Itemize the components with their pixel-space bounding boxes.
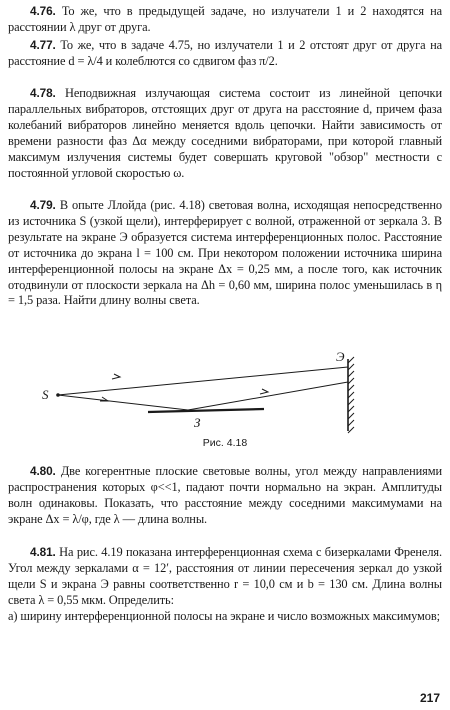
direct-ray <box>58 367 348 395</box>
problem-number: 4.80. <box>30 464 56 478</box>
problem-number: 4.77. <box>30 38 56 52</box>
problem-4-79 <box>8 198 442 309</box>
problem-text: На рис. 4.19 показана интерференционная схема с бизеркалами Френеля. Угол между зеркалами α = 12′, расстояния от линии пересечения зеркал до узкой щели S и экрана Э равны соответственно r = 10,0 см и b = 130 см. Длина волны света λ = 0,55 мкм. Определить: <box>8 545 443 607</box>
problem-number: 4.79. <box>30 198 56 212</box>
problem-4-77 <box>8 38 442 70</box>
incident-ray <box>58 395 188 410</box>
problem-text: Неподвижная излучающая система состоит из линейной цепочки параллельных вибраторов, отстоящих друг от друга на расстояние d, причем фаза колебаний вибраторов линейно меняется вдоль цепочки. Найти зависимость от времени разности фаз Δα между соседними вибраторами, при которой главный максимум излучения системы будет совершать круговой "обзор" местности с постоянной угловой скоростью ω. <box>8 86 442 180</box>
problem-text: а) ширину интерференционной полосы на экране и число возможных максимумов; <box>8 609 440 623</box>
page-number: 217 <box>419 691 440 705</box>
problem-4-81-part-a <box>8 609 442 625</box>
problem-4-76 <box>8 4 442 36</box>
mirror <box>148 409 264 412</box>
problem-text: В опыте Ллойда (рис. 4.18) световая волна, исходящая непосредственно из источника S (узкой щели), интерферирует с волной, отраженной от зеркала 3. В результате на экране Э образуется система интерференционных полос. Расстояние от источника до экрана l = 100 см. При некотором положении источника ширина интерференционной полосы на экране Δx = 0,25 мм, а после того, как источник отодвинули от плоскости зеркала на Δh = 0,60 мм, ширина полос уменьшилась в η = 1,5 раза. Найти длину волны света. <box>8 198 442 308</box>
problem-4-78 <box>8 86 442 181</box>
problem-4-81 <box>8 545 442 609</box>
problem-number: 4.78. <box>30 86 56 100</box>
problem-number: 4.81. <box>30 545 56 559</box>
problem-text: То же, что в задаче 4.75, но излучатели 1 и 2 отстоят друг от друга на расстояние d = λ/4 и колеблются со сдвигом фаз π/2. <box>8 38 443 68</box>
problem-text: То же, что в предыдущей задаче, но излучатели 1 и 2 находятся на расстоянии λ друг от друга. <box>8 4 442 34</box>
reflected-ray <box>188 382 348 410</box>
screen-hatching <box>348 357 354 433</box>
figure-caption: Рис. 4.18 <box>202 437 248 449</box>
source-label: S <box>42 387 49 402</box>
screen-label: Э <box>336 349 345 364</box>
problem-number: 4.76. <box>30 4 56 18</box>
lloyd-mirror-figure <box>40 347 380 447</box>
problem-text: Две когерентные плоские световые волны, угол между направлениями распространения которых φ<<1, падают почти нормально на экран. Амплитуды волн одинаковы. Показать, что расстояние между соседними максимумами на экране Δx = λ/φ, где λ — длина волны. <box>8 464 443 526</box>
problem-4-80 <box>8 464 442 528</box>
mirror-label: З <box>194 415 201 430</box>
arrow-reflected <box>260 389 268 394</box>
arrow-direct <box>112 374 120 379</box>
